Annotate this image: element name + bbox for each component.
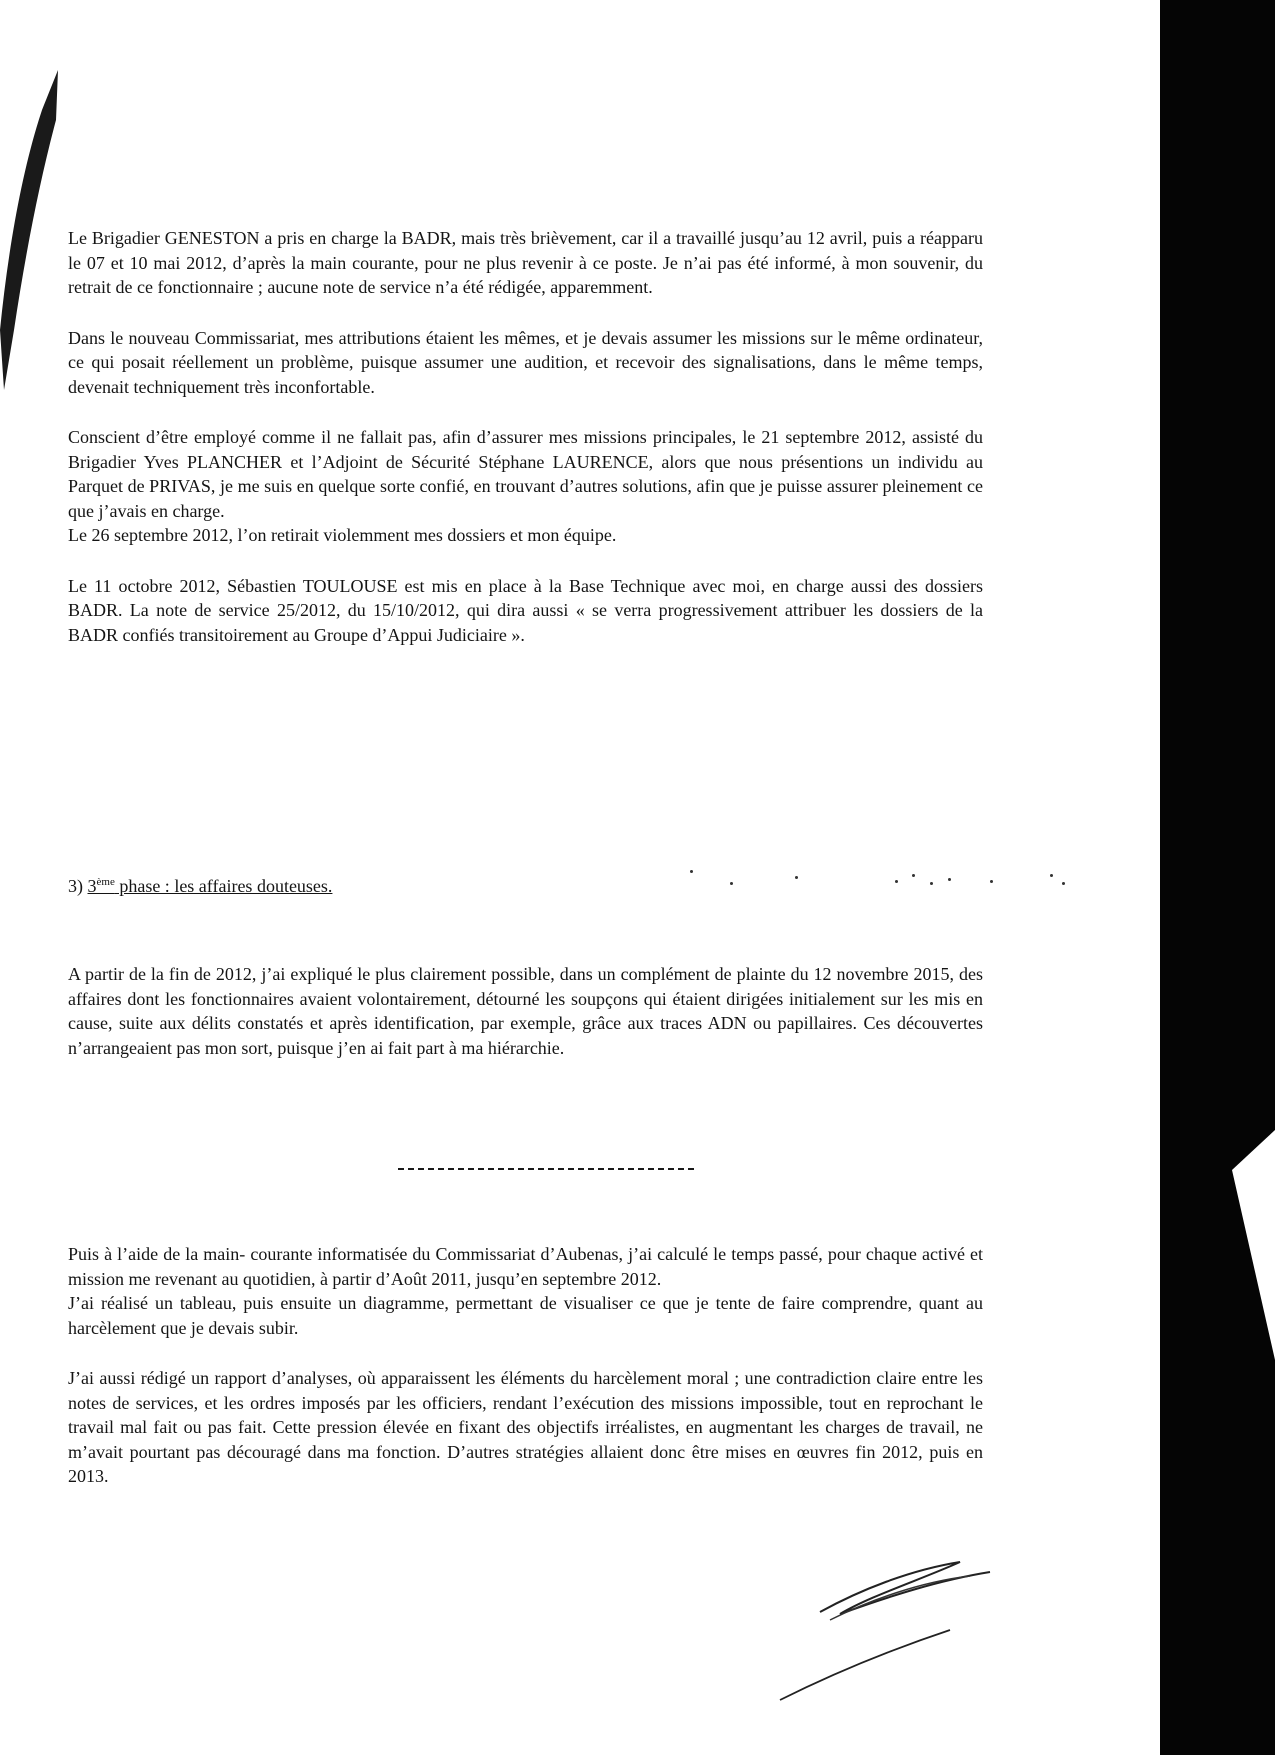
paragraph: Dans le nouveau Commissariat, mes attributions étaient les mêmes, et je devais assumer les missions sur le même ordinateur, ce qui posait réellement un problème, puisque assumer une audition, et recevoir des signalisations, dans le même temps, devenait techniquement très inconfortable. [68, 327, 983, 397]
document-body-3 [68, 1242, 983, 1489]
paragraph: A partir de la fin de 2012, j’ai expliqué le plus clairement possible, dans un complément de plainte du 12 novembre 2015, des affaires dont les fonctionnaires avaient volontairement, détourné les soupçons qui étaient dirigées initialement sur les mis en cause, suite aux délits constatés et après identification, par exemple, grâce aux traces ADN ou papillaires. Ces découvertes n’arrangeaient pas mon sort, puisque j’en ai fait part à ma hiérarchie. [68, 964, 983, 1058]
paragraph: Le Brigadier GENESTON a pris en charge la BADR, mais très brièvement, car il a travaillé jusqu’au 12 avril, puis a réapparu le 07 et 10 mai 2012, d’après la main courante, pour ne plus revenir à ce poste. Je n’ai pas été informé, à mon souvenir, du retrait de ce fonctionnaire ; aucune note de service n’a été rédigée, apparemment. [68, 228, 983, 297]
document-body-2 [68, 962, 983, 1060]
scan-black-margin [1160, 0, 1275, 1755]
document-body [68, 226, 983, 647]
scan-edge-smear [0, 0, 60, 400]
heading-number: 3) [68, 876, 88, 896]
paragraph: Le 26 septembre 2012, l’on retirait violemment mes dossiers et mon équipe. [68, 525, 617, 545]
paragraph: J’ai aussi rédigé un rapport d’analyses, où apparaissent les éléments du harcèlement moral ; une contradiction claire entre les notes de services, et les ordres imposés par les officiers, rendant l’exécution des missions impossible, tout en reprochant le travail mal fait ou pas fait. Cette pression élevée en fixant des objectifs irréalistes, en augmentant les charges de travail, ne m’avait pourtant pas découragé dans ma fonction. D’autres stratégies allaient donc être mises en œuvres fin 2012, puis en 2013. [68, 1368, 983, 1486]
paragraph: J’ai réalisé un tableau, puis ensuite un diagramme, permettant de visualiser ce que je tente de faire comprendre, quant au harcèlement que je devais subir. [68, 1293, 983, 1338]
signature [770, 1550, 1030, 1710]
paragraph: Conscient d’être employé comme il ne fallait pas, afin d’assurer mes missions principales, le 21 septembre 2012, assisté du Brigadier Yves PLANCHER et l’Adjoint de Sécurité Stéphane LAURENCE, alors que nous présentions un individu au Parquet de PRIVAS, je me suis en quelque sorte confié, en trouvant d’autres solutions, afin que je puisse assurer pleinement ce que j’avais en charge. [68, 427, 983, 521]
scan-margin-notch [1232, 1130, 1275, 1360]
section-heading [68, 876, 332, 897]
paragraph: Puis à l’aide de la main- courante informatisée du Commissariat d’Aubenas, j’ai calculé le temps passé, pour chaque activé et mission me revenant au quotidien, à partir d’Août 2011, jusqu’en septembre 2012. [68, 1244, 983, 1289]
heading-title: 3ème phase : les affaires douteuses. [87, 876, 333, 896]
scan-noise [690, 860, 1100, 900]
separator-line [398, 1168, 694, 1170]
paragraph: Le 11 octobre 2012, Sébastien TOULOUSE est mis en place à la Base Technique avec moi, en charge aussi des dossiers BADR. La note de service 25/2012, du 15/10/2012, qui dira aussi « se verra progressivement attribuer les dossiers de la BADR confiés transitoirement au Groupe d’Appui Judiciaire ». [68, 575, 983, 645]
